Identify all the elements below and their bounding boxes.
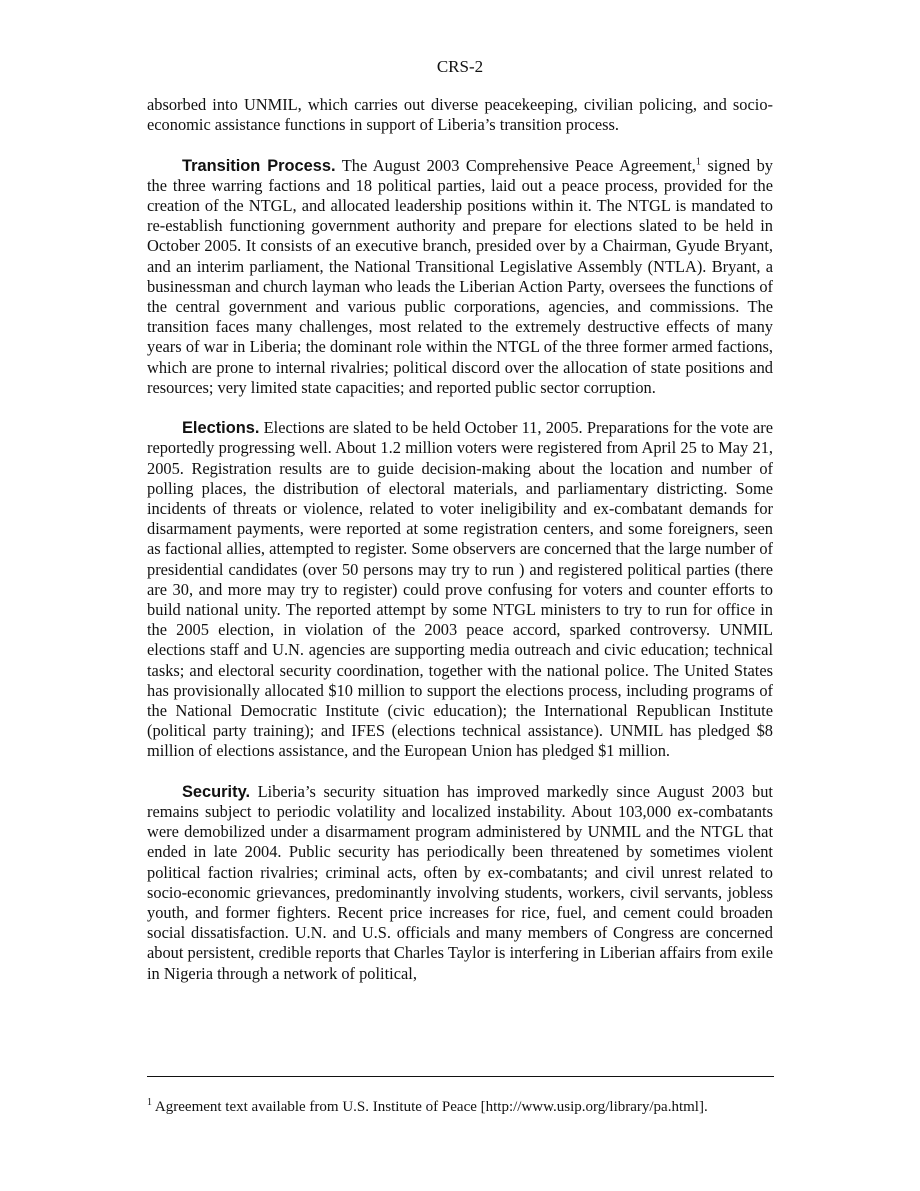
footnote-divider — [147, 1076, 774, 1077]
footnote — [147, 1098, 787, 1116]
page-header — [0, 57, 920, 77]
footnote-number: 1 — [147, 1097, 152, 1108]
page-label: CRS-2 — [436, 57, 484, 76]
paragraph-intro: absorbed into UNMIL, which carries out diverse peacekeeping, civilian policing, and socio-economic assistance functions in support of Liberia’s transition process. — [147, 95, 773, 135]
heading-transition-process: Transition Process. — [182, 156, 336, 175]
paragraph-transition-process — [147, 156, 773, 398]
transition-text-rest: signed by the three warring factions and 18 political parties, laid out a peace process, provided for the creation of the NTGL, and allocated leadership positions within it. The NTGL is mandated to re-establish functioning government authority and prepare for elections slated to be held in October 2005. It consists of an executive branch, presided over by a Chairman, Gyude Bryant, and an interim parliament, the National Transitional Legislative Assembly (NTLA). Bryant, a businessman and church layman who leads the Liberian Action Party, oversees the functions of the central government and various public corporations, agencies, and commissions. The transition faces many challenges, most related to the extremely destructive effects of many years of war in Liberia; the dominant role within the NTGL of the three former armed factions, which are prone to internal rivalries; political discord over the allocation of state positions and resources; very limited state capacities; and reported public sector corruption. — [147, 155, 773, 397]
heading-elections: Elections. — [182, 419, 260, 438]
paragraph-elections — [147, 418, 773, 761]
elections-text: Elections are slated to be held October 11, 2005. Preparations for the vote are reportedly progressing well. About 1.2 million voters were registered from April 25 to May 21, 2005. Registration results are to guide decision-making about the location and number of polling places, the distribution of electoral materials, and parliamentary districting. Some incidents of threats or violence, related to voter ineligibility and ex-combatant demands for disarmament payments, were reported at some registration centers, and some foreigners, seen as factional allies, attempted to register. Some observers are concerned that the large number of presidential candidates (over 50 persons may try to run ) and registered political parties (there are 30, and more may try to register) could prove confusing for voters and counter efforts to build national unity. The reported attempt by some NTGL ministers to try to run for office in the 2005 election, in violation of the 2003 peace accord, sparked controversy. UNMIL elections staff and U.N. agencies are supporting media outreach and civic education; technical tasks; and electoral security coordination, together with the national police. The United States has provisionally allocated $10 million to support the elections process, including programs of the National Democratic Institute (civic education); the International Republican Institute (political party training); and IFES (elections technical assistance). UNMIL has pledged $8 million of elections assistance, and the European Union has pledged $1 million. — [147, 418, 773, 761]
security-text: Liberia’s security situation has improved markedly since August 2003 but remains subject to periodic volatility and localized instability. About 103,000 ex-combatants were demobilized under a disarmament program administered by UNMIL and the NTGL that ended in late 2004. Public security has periodically been threatened by sometimes violent political faction rivalries; criminal acts, often by ex-combatants; and civil unrest related to socio-economic grievances, predominantly involving students, workers, civil servants, jobless youth, and former fighters. Recent price increases for rice, fuel, and cement could broaden social dissatisfaction. U.N. and U.S. officials and many members of Congress are concerned about persistent, credible reports that Charles Taylor is interfering in Liberian affairs from exile in Nigeria through a network of political, — [147, 781, 773, 983]
heading-security: Security. — [182, 782, 251, 801]
transition-text-start: The August 2003 Comprehensive Peace Agreement, — [341, 155, 696, 175]
paragraph-security — [147, 782, 773, 984]
footnote-reference: 1 — [695, 156, 701, 168]
document-body — [147, 95, 773, 984]
footnote-text: Agreement text available from U.S. Institute of Peace [http://www.usip.org/library/pa.html]. — [152, 1099, 708, 1115]
